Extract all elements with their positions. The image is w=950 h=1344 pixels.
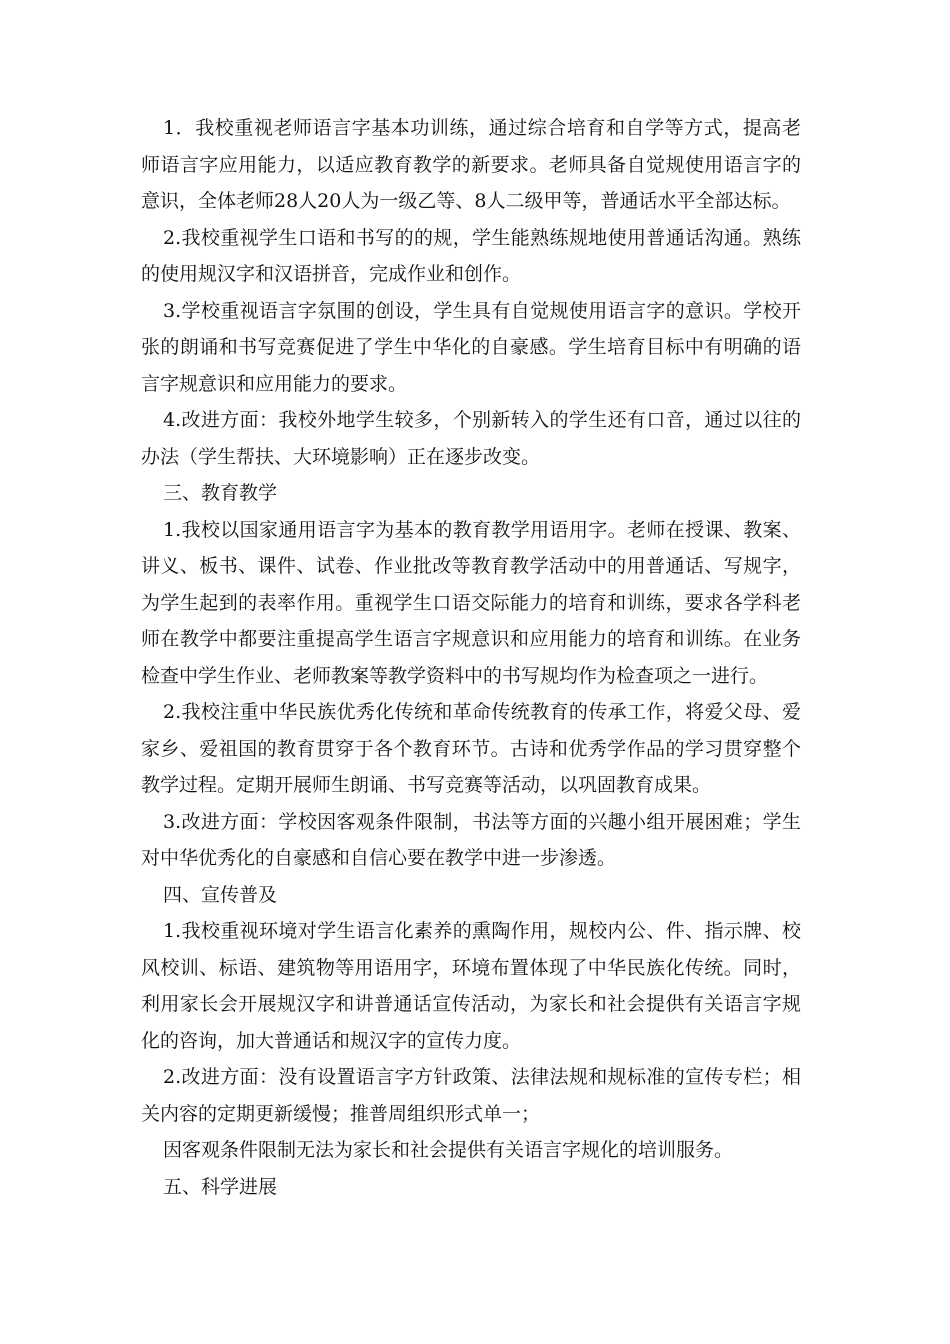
paragraph-language-atmosphere: 3.学校重视语言字氛围的创设，学生具有自觉规使用语言字的意识。学校开张的朗诵和书写竞赛促进了学生中华化的自豪感。学生培育目标中有明确的语言字规意识和应用能力的要求。	[141, 299, 801, 395]
paragraph-improvement-accent: 4.改进方面：我校外地学生较多，个别新转入的学生还有口音，通过以往的办法（学生帮扶、大环境影响）正在逐步改变。	[141, 409, 801, 468]
paragraph-improvement-teaching: 3.改进方面：学校因客观条件限制，书法等方面的兴趣小组开展困难；学生对中华优秀化的自豪感和自信心要在教学中进一步渗透。	[141, 810, 801, 869]
section-heading-promotion: 四、宣传普及	[163, 883, 278, 906]
paragraph-teaching-language: 1.我校以国家通用语言字为基本的教育教学用语用字。老师在授课、教案、讲义、板书、课件、试卷、作业批改等教育教学活动中的用普通话、写规字，为学生起到的表率作用。重视学生口语交际能力的培育和训练，要求各学科老师在教学中都要注重提高学生语言字规意识和应用能力的培育和训练。在业务检查中学生作业、老师教案等教学资料中的书写规均作为检查项之一进行。	[141, 518, 801, 687]
paragraph-training-service: 因客观条件限制无法为家长和社会提供有关语言字规化的培训服务。	[163, 1139, 734, 1161]
paragraph-teacher-training: 1．我校重视老师语言字基本功训练，通过综合培育和自学等方式，提高老师语言字应用能力，以适应教育教学的新要求。老师具备自觉规使用语言字的意识，全体老师28人20人为一级乙等、8人二级甲等，普通话水平全部达标。	[141, 117, 801, 212]
paragraph-improvement-promotion: 2.改进方面：没有设置语言字方针政策、法律法规和规标准的宣传专栏；相关内容的定期更新缓慢；推普周组织形式单一；	[141, 1066, 801, 1125]
paragraph-environment: 1.我校重视环境对学生语言化素养的熏陶作用，规校内公、件、指示牌、校风校训、标语、建筑物等用语用字，环境布置体现了中华民族化传统。同时，利用家长会开展规汉字和讲普通话宣传活动，为家长和社会提供有关语言字规化的咨询，加大普通话和规汉字的宣传力度。	[141, 920, 801, 1052]
section-heading-teaching: 三、教育教学	[163, 482, 278, 504]
paragraph-student-standard: 2.我校重视学生口语和书写的的规，学生能熟练规地使用普通话沟通。熟练的使用规汉字和汉语拼音，完成作业和创作。	[141, 226, 801, 285]
section-heading-science: 五、科学进展	[163, 1175, 278, 1198]
document-body	[141, 110, 801, 1205]
paragraph-culture-education: 2.我校注重中华民族优秀化传统和革命传统教育的传承工作，将爱父母、爱家乡、爱祖国的教育贯穿于各个教育环节。古诗和优秀学作品的学习贯穿整个教学过程。定期开展师生朗诵、书写竞赛等活动，以巩固教育成果。	[141, 701, 801, 796]
